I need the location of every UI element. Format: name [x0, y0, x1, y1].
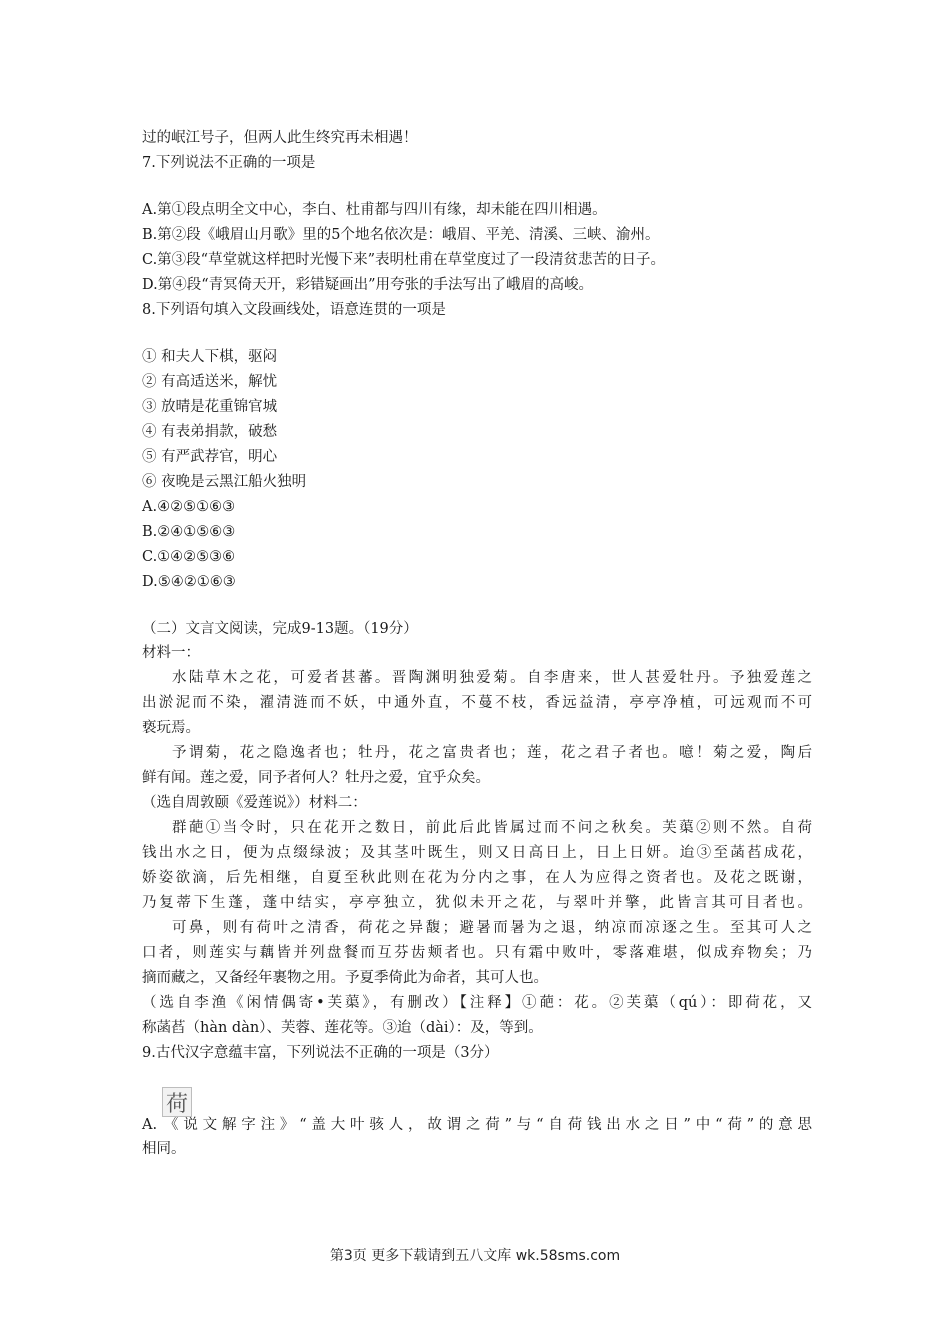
source-1-and-material-2-label: （选自周敦颐《爱莲说》）材料二： — [142, 795, 367, 811]
question-7-option-d: D.第④段“青冥倚天开，彩错疑画出”用夸张的手法写出了峨眉的高峻。 — [142, 277, 594, 293]
section-2-heading: （二）文言文阅读，完成9-13题。（19分） — [142, 621, 418, 637]
page-footer: 第3页 更多下载请到五八文库 wk.58sms.com — [329, 1248, 621, 1264]
question-8-option-b: B.②④①⑤⑥③ — [142, 524, 236, 540]
question-8-item: ⑤ 有严武荐官，明心 — [142, 449, 278, 465]
material-1-line: 出淤泥而不染，濯清涟而不妖，中通外直，不蔓不枝，香远益清，亭亭净植，可远观而不可 — [142, 695, 812, 711]
question-8-option-a: A.④②⑤①⑥③ — [142, 499, 236, 515]
material-2-line: 摘而藏之，又备经年裹物之用。予夏季倚此为命者，其可人也。 — [142, 970, 548, 986]
question-8-option-c: C.①④②⑤③⑥ — [142, 549, 236, 565]
question-7-option-a: A.第①段点明全文中心，李白、杜甫都与四川有缘，却未能在四川相遇。 — [142, 202, 607, 218]
question-9-option-a-prefix: A. — [142, 1117, 158, 1133]
material-2-line: 群葩①当令时，只在花开之数日，前此后此皆属过而不问之秋矣。芙蕖②则不然。自荷 — [172, 820, 812, 836]
seal-script-he-glyph-image: 荷 — [162, 1087, 192, 1117]
material-1-line: 亵玩焉。 — [142, 720, 200, 736]
material-2-line: 乃复蒂下生蓬，蓬中结实，亭亭独立，犹似未开之花，与翠叶并擎，此皆言其可目者也。 — [142, 895, 812, 911]
question-9-option-a-line: 相同。 — [142, 1141, 186, 1157]
material-1-line: 鲜有闻。莲之爱，同予者何人？牡丹之爱，宜乎众矣。 — [142, 770, 490, 786]
material-2-line: 可鼻，则有荷叶之清香，荷花之异馥；避暑而暑为之退，纳凉而凉逐之生。至其可人之 — [172, 920, 812, 936]
material-2-line: 娇姿欲滴，后先相继，自夏至秋此则在花为分内之事，在人为应得之资者也。及花之既谢， — [142, 870, 812, 886]
intro-line: 过的岷江号子，但两人此生终究再未相遇！ — [142, 130, 418, 146]
material-1-line: 予谓菊，花之隐逸者也；牡丹，花之富贵者也；莲，花之君子者也。噫！菊之爱，陶后 — [172, 745, 812, 761]
question-7-option-b: B.第②段《峨眉山月歌》里的5个地名依次是：峨眉、平羌、清溪、三峡、渝州。 — [142, 227, 660, 243]
question-8-item: ③ 放晴是花重锦官城 — [142, 399, 278, 415]
question-7-stem: 7.下列说法不正确的一项是 — [142, 155, 316, 171]
material-1-line: 水陆草木之花，可爱者甚蕃。晋陶渊明独爱菊。自李唐来，世人甚爱牡丹。予独爱莲之 — [172, 670, 812, 686]
source-2-notes-line: （选自李渔《闲情偶寄•芙蕖》，有删改）【注释】①葩：花。②芙蕖（qú）：即荷花，又 — [142, 995, 812, 1011]
material-2-line: 钱出水之日，便为点缀绿波；及其茎叶既生，则又日高日上，日上日妍。迨③至菡萏成花， — [142, 845, 812, 861]
material-2-line: 口者，则莲实与藕皆并列盘餐而互芬齿颊者也。只有霜中败叶，零落难堪，似成弃物矣；乃 — [142, 945, 812, 961]
question-9-stem: 9.古代汉字意蕴丰富，下列说法不正确的一项是（3分） — [142, 1045, 499, 1061]
question-9-option-a-line: 《说文解字注》“盖大叶骇人，故谓之荷”与“自荷钱出水之日”中“荷”的意思 — [164, 1117, 812, 1133]
question-8-stem: 8.下列语句填入文段画线处，语意连贯的一项是 — [142, 302, 446, 318]
material-1-label: 材料一： — [142, 645, 200, 661]
question-8-item: ④ 有表弟捐款，破愁 — [142, 424, 278, 440]
source-2-notes-line: 称菡萏（hàn dàn）、芙蓉、莲花等。③迨（dài）：及，等到。 — [142, 1020, 543, 1036]
question-8-item: ① 和夫人下棋，驱闷 — [142, 349, 278, 365]
question-7-option-c: C.第③段“草堂就这样把时光慢下来”表明杜甫在草堂度过了一段清贫悲苦的日子。 — [142, 252, 666, 268]
question-8-item: ⑥ 夜晚是云黑江船火独明 — [142, 474, 307, 490]
question-8-option-d: D.⑤④②①⑥③ — [142, 574, 236, 590]
question-8-item: ② 有高适送米，解忧 — [142, 374, 278, 390]
